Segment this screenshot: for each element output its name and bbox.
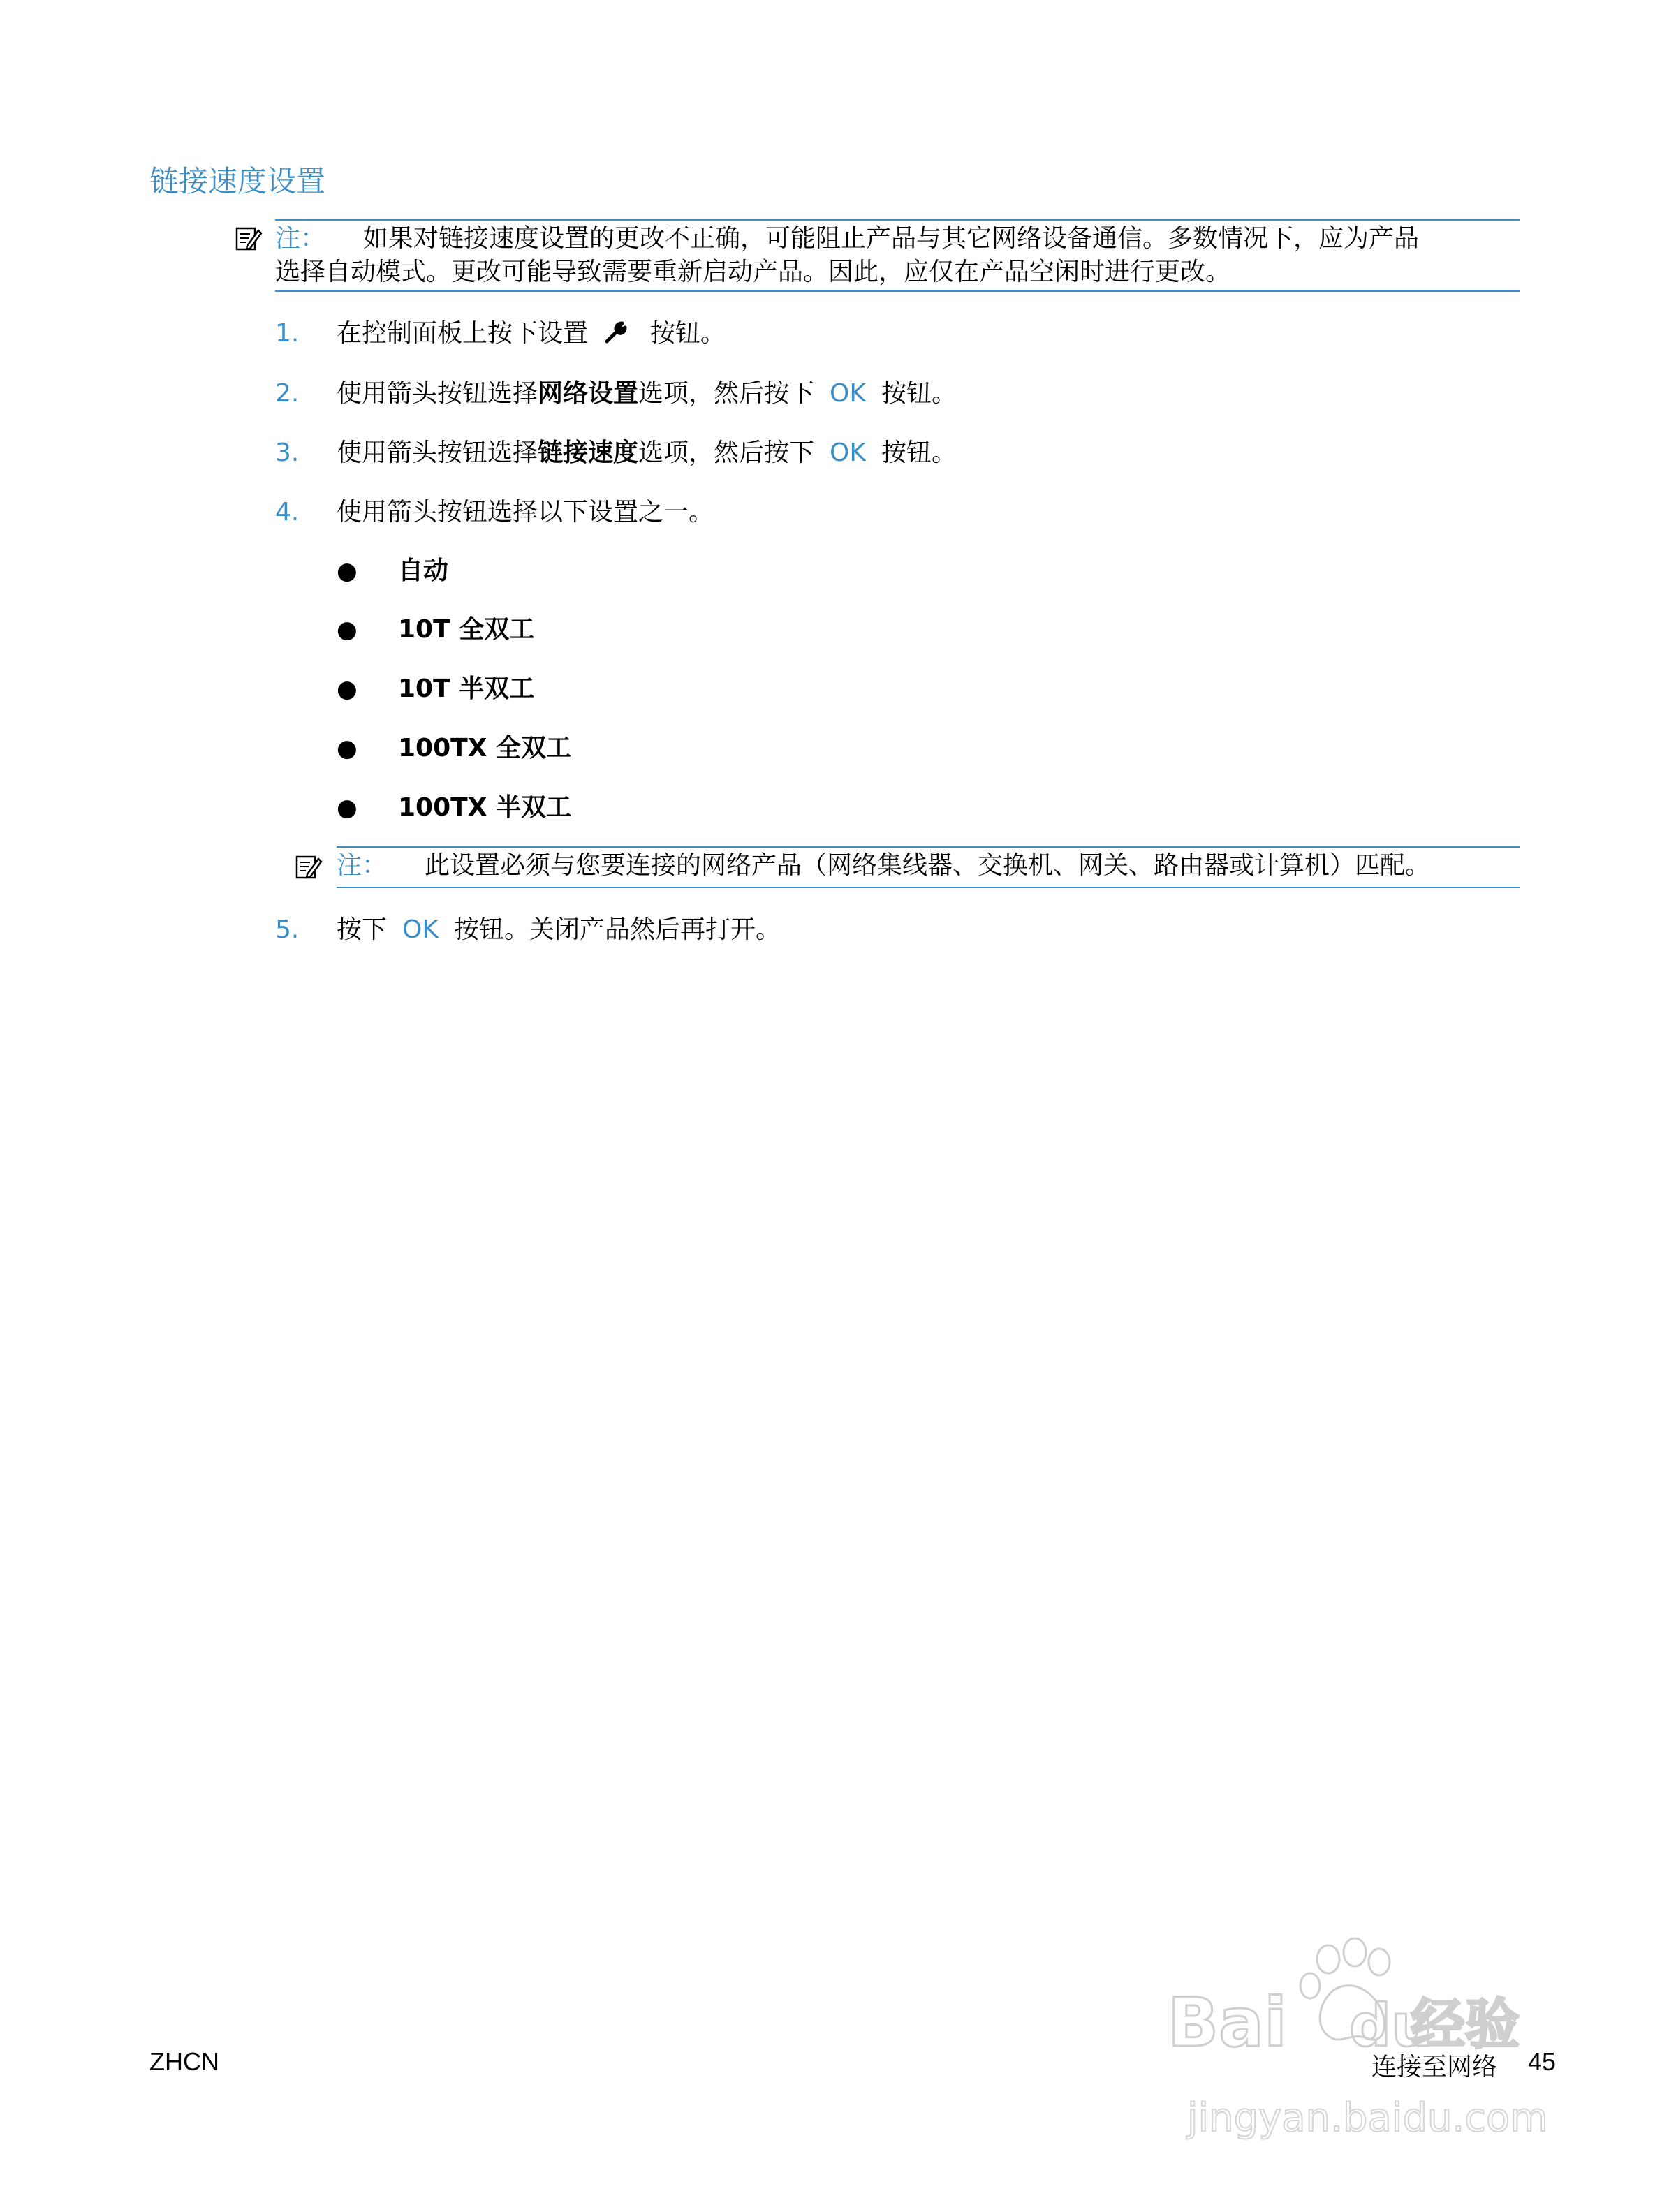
bullet-icon: ● bbox=[337, 675, 358, 703]
step-text: 在控制面板上按下设置 bbox=[337, 319, 589, 348]
option-label: 100TX 全双工 bbox=[398, 734, 571, 762]
step-text-end: 按钮。关闭产品然后再打开。 bbox=[453, 915, 781, 944]
watermark-url: jingyan.baidu.com bbox=[1187, 2095, 1548, 2141]
step-text: 使用箭头按钮选择 bbox=[337, 379, 538, 408]
section-title: 链接速度设置 bbox=[149, 164, 326, 198]
note-text bbox=[337, 849, 1531, 883]
ok-button-label: OK bbox=[402, 915, 439, 944]
footer-locale: ZHCN bbox=[149, 2047, 219, 2076]
note-top-rule bbox=[275, 219, 1520, 221]
watermark-brand-2: du bbox=[1349, 1991, 1433, 2060]
note-label: 注： bbox=[275, 224, 326, 253]
step-number: 2. bbox=[275, 379, 300, 408]
step-2 bbox=[275, 377, 957, 411]
option-label: 自动 bbox=[398, 556, 449, 585]
step-1 bbox=[275, 317, 726, 351]
step-text-end: 按钮。 bbox=[649, 319, 726, 348]
list-item bbox=[337, 791, 571, 825]
note-icon bbox=[235, 225, 263, 253]
step-number: 1. bbox=[275, 319, 300, 348]
note-text bbox=[275, 222, 1525, 289]
step-3 bbox=[275, 436, 957, 470]
option-label: 10T 全双工 bbox=[398, 615, 535, 644]
ok-button-label: OK bbox=[830, 438, 866, 467]
list-item bbox=[337, 613, 534, 647]
list-item bbox=[337, 732, 571, 765]
note-label: 注： bbox=[337, 851, 388, 880]
list-item bbox=[337, 672, 534, 706]
list-item bbox=[337, 554, 448, 588]
step-text-mid: 选项，然后按下 bbox=[638, 438, 815, 467]
ok-button-label: OK bbox=[830, 379, 866, 408]
note-line-2: 选择自动模式。更改可能导致需要重新启动产品。因此，应仅在产品空闲时进行更改。 bbox=[275, 258, 1231, 286]
step-text-mid: 选项，然后按下 bbox=[638, 379, 815, 408]
page-number: 45 bbox=[1527, 2047, 1556, 2076]
note-icon bbox=[295, 853, 323, 881]
bullet-icon: ● bbox=[337, 794, 358, 822]
note-line-1: 如果对链接速度设置的更改不正确，可能阻止产品与其它网络设备通信。多数情况下，应为产品 bbox=[363, 224, 1420, 253]
footer-right bbox=[1371, 2047, 1556, 2083]
bullet-icon: ● bbox=[337, 557, 358, 585]
baidu-jingyan-watermark bbox=[1166, 1927, 1557, 2165]
footer-section: 连接至网络 bbox=[1371, 2053, 1497, 2081]
step-text: 按下 bbox=[337, 915, 388, 944]
watermark-brand: Bai bbox=[1168, 1984, 1287, 2062]
step-4 bbox=[275, 496, 714, 529]
step-text: 使用箭头按钮选择以下设置之一。 bbox=[337, 498, 714, 526]
option-label: 10T 半双工 bbox=[398, 674, 535, 703]
step-number: 3. bbox=[275, 438, 300, 467]
wrench-icon bbox=[603, 320, 631, 346]
note-top-rule bbox=[337, 846, 1520, 848]
step-5 bbox=[275, 913, 781, 947]
bullet-icon: ● bbox=[337, 735, 358, 762]
step-number: 4. bbox=[275, 498, 300, 526]
note-bottom-rule bbox=[337, 887, 1520, 888]
step-text-end: 按钮。 bbox=[881, 438, 957, 467]
menu-item-network-settings: 网络设置 bbox=[538, 379, 639, 408]
step-number: 5. bbox=[275, 915, 300, 944]
watermark-brand-3: 经验 bbox=[1411, 1993, 1520, 2056]
menu-item-link-speed: 链接速度 bbox=[538, 438, 639, 467]
bullet-icon: ● bbox=[337, 616, 358, 644]
note-bottom-rule bbox=[275, 290, 1520, 292]
step-text-end: 按钮。 bbox=[881, 379, 957, 408]
option-label: 100TX 半双工 bbox=[398, 793, 571, 822]
note-line-1: 此设置必须与您要连接的网络产品（网络集线器、交换机、网关、路由器或计算机）匹配。 bbox=[425, 851, 1431, 880]
step-text: 使用箭头按钮选择 bbox=[337, 438, 538, 467]
